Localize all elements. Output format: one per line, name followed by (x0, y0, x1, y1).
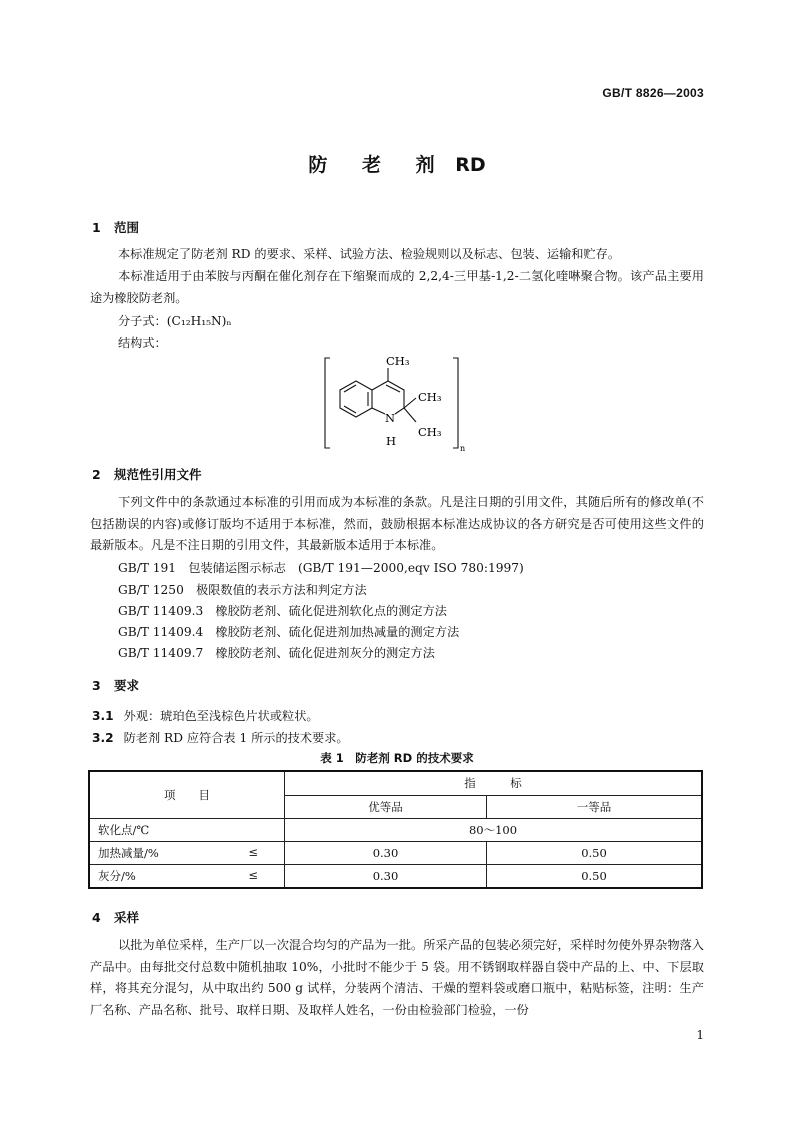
methyl-bond-right-1 (404, 398, 416, 408)
section-4-title: 采样 (114, 910, 140, 925)
table-row (89, 842, 702, 865)
reference-2: GB/T 1250 极限数值的表示方法和判定方法 (118, 583, 367, 597)
row-value-grade-2: 0.50 (487, 842, 703, 865)
row-name-heating-loss (89, 842, 285, 865)
label-ch3-top: CH₃ (386, 354, 410, 368)
clause-3-1-text: 外观：琥珀色至浅棕色片状或粒状。 (123, 709, 319, 723)
clause-3-2 (92, 729, 349, 746)
benzene-ring (340, 381, 372, 417)
specification-table (88, 770, 703, 889)
label-subscript-n: n (460, 444, 466, 453)
section-3-number: 3 (92, 678, 101, 693)
formula-value: (C₁₂H₁₅N)ₙ (166, 314, 232, 328)
section-1-title: 范围 (114, 220, 140, 235)
comparison-sign: ≤ (248, 845, 258, 859)
row-name-text: 灰分/% (98, 869, 136, 883)
section-3-heading (92, 676, 139, 694)
label-ch3-right-1: CH₃ (418, 390, 442, 404)
header-grade-1: 优等品 (285, 795, 487, 819)
section-1-heading (92, 218, 139, 236)
clause-3-2-text: 防老剂 RD 应符合表 1 所示的技术要求。 (123, 731, 349, 745)
methyl-bond-right-2 (404, 408, 416, 422)
comparison-sign: ≤ (248, 868, 258, 882)
label-n: N (385, 411, 396, 425)
benzene-double-bond-2 (344, 406, 356, 413)
row-name-ash (89, 865, 285, 889)
section-1-para-1-text: 本标准规定了防老剂 RD 的要求、采样、试验方法、检验规则以及标志、包装、运输和贮存。 (118, 247, 621, 261)
table-row (89, 865, 702, 889)
reference-4: GB/T 11409.4 橡胶防老剂、硫化促进剂加热减量的测定方法 (118, 625, 460, 639)
section-4-para-text: 以批为单位采样，生产厂以一次混合均匀的产品为一批。所采产品的包装必须完好，采样时勿使外界杂物落入产品中。由每批交付总数中随机抽取 10%，小批时不能少于 5 袋。用不锈钢取样器自袋中产品的上、中、下层取样，将其充分混匀，从中取出约 500 g 试样，分装两个清洁、干燥的塑料袋或磨口瓶中，粘贴标签，注明：生产厂名称、产品名称、批号、取样日期、及取样人姓名，一份由检验部门检验，一份 (90, 938, 704, 1017)
reference-3: GB/T 11409.3 橡胶防老剂、硫化促进剂软化点的测定方法 (118, 604, 447, 618)
table-header-row-1 (89, 771, 702, 795)
structural-formula (318, 350, 478, 456)
section-2-paragraph (90, 492, 704, 557)
row-name-text: 加热减量/% (98, 846, 159, 860)
heteroring-n-bond (372, 408, 385, 414)
structure-label: 结构式： (118, 336, 167, 350)
row-name-softening-point (89, 819, 285, 842)
benzene-double-bond-1 (344, 385, 356, 392)
standard-number: GB/T 8826—2003 (602, 86, 704, 100)
title-suffix: RD (455, 154, 486, 176)
bracket-right (453, 358, 458, 448)
row-name-text: 软化点/℃ (98, 823, 150, 837)
reference-1: GB/T 191 包装储运图示标志 (GB/T 191—2000,eqv ISO 780:1997) (118, 561, 524, 575)
row-value-grade-1: 0.30 (285, 865, 487, 889)
table-row (89, 819, 702, 842)
molecular-formula (118, 312, 232, 329)
section-4-number: 4 (92, 910, 101, 925)
clause-3-2-number: 3.2 (92, 731, 114, 745)
section-2-title: 规范性引用文件 (114, 467, 202, 482)
row-value-grade-1: 0.30 (285, 842, 487, 865)
table-1-caption: 表 1 防老剂 RD 的技术要求 (320, 751, 474, 765)
section-4-heading (92, 908, 139, 926)
section-2-heading (92, 465, 202, 483)
row-value-grade-2: 0.50 (487, 865, 703, 889)
section-4-paragraph (90, 935, 704, 1021)
section-1-paragraph-1 (90, 244, 704, 266)
section-1-number: 1 (92, 220, 101, 235)
row-value-merged: 80～100 (285, 819, 703, 842)
section-2-number: 2 (92, 467, 101, 482)
clause-3-1-number: 3.1 (92, 709, 114, 723)
section-2-para-text: 下列文件中的条款通过本标准的引用而成为本标准的条款。凡是注日期的引用文件，其随后所有的修改单(不包括勘误的内容)或修订版均不适用于本标准，然而，鼓励根据本标准达成协议的各方研究是否可使用这些文件的最新版本。凡是不注日期的引用文件，其最新版本适用于本标准。 (90, 495, 704, 552)
clause-3-1 (92, 707, 319, 724)
header-index: 指 标 (285, 771, 703, 795)
header-grade-2: 一等品 (487, 795, 703, 819)
reference-5: GB/T 11409.7 橡胶防老剂、硫化促进剂灰分的测定方法 (118, 646, 435, 660)
formula-label: 分子式： (118, 314, 167, 328)
title-main: 防 老 剂 (308, 154, 449, 176)
label-h: H (386, 434, 397, 448)
header-item: 项 目 (89, 771, 285, 819)
bracket-left (325, 358, 330, 448)
section-3-title: 要求 (114, 678, 140, 693)
label-ch3-right-2: CH₃ (418, 425, 442, 439)
section-1-paragraph-2 (90, 266, 704, 309)
page-number: 1 (696, 1028, 704, 1042)
section-1-para-2-text: 本标准适用于由苯胺与丙酮在催化剂存在下缩聚而成的 2,2,4-三甲基-1,2-二氢化喹啉聚合物。该产品主要用途为橡胶防老剂。 (90, 269, 704, 305)
document-title (0, 150, 794, 177)
